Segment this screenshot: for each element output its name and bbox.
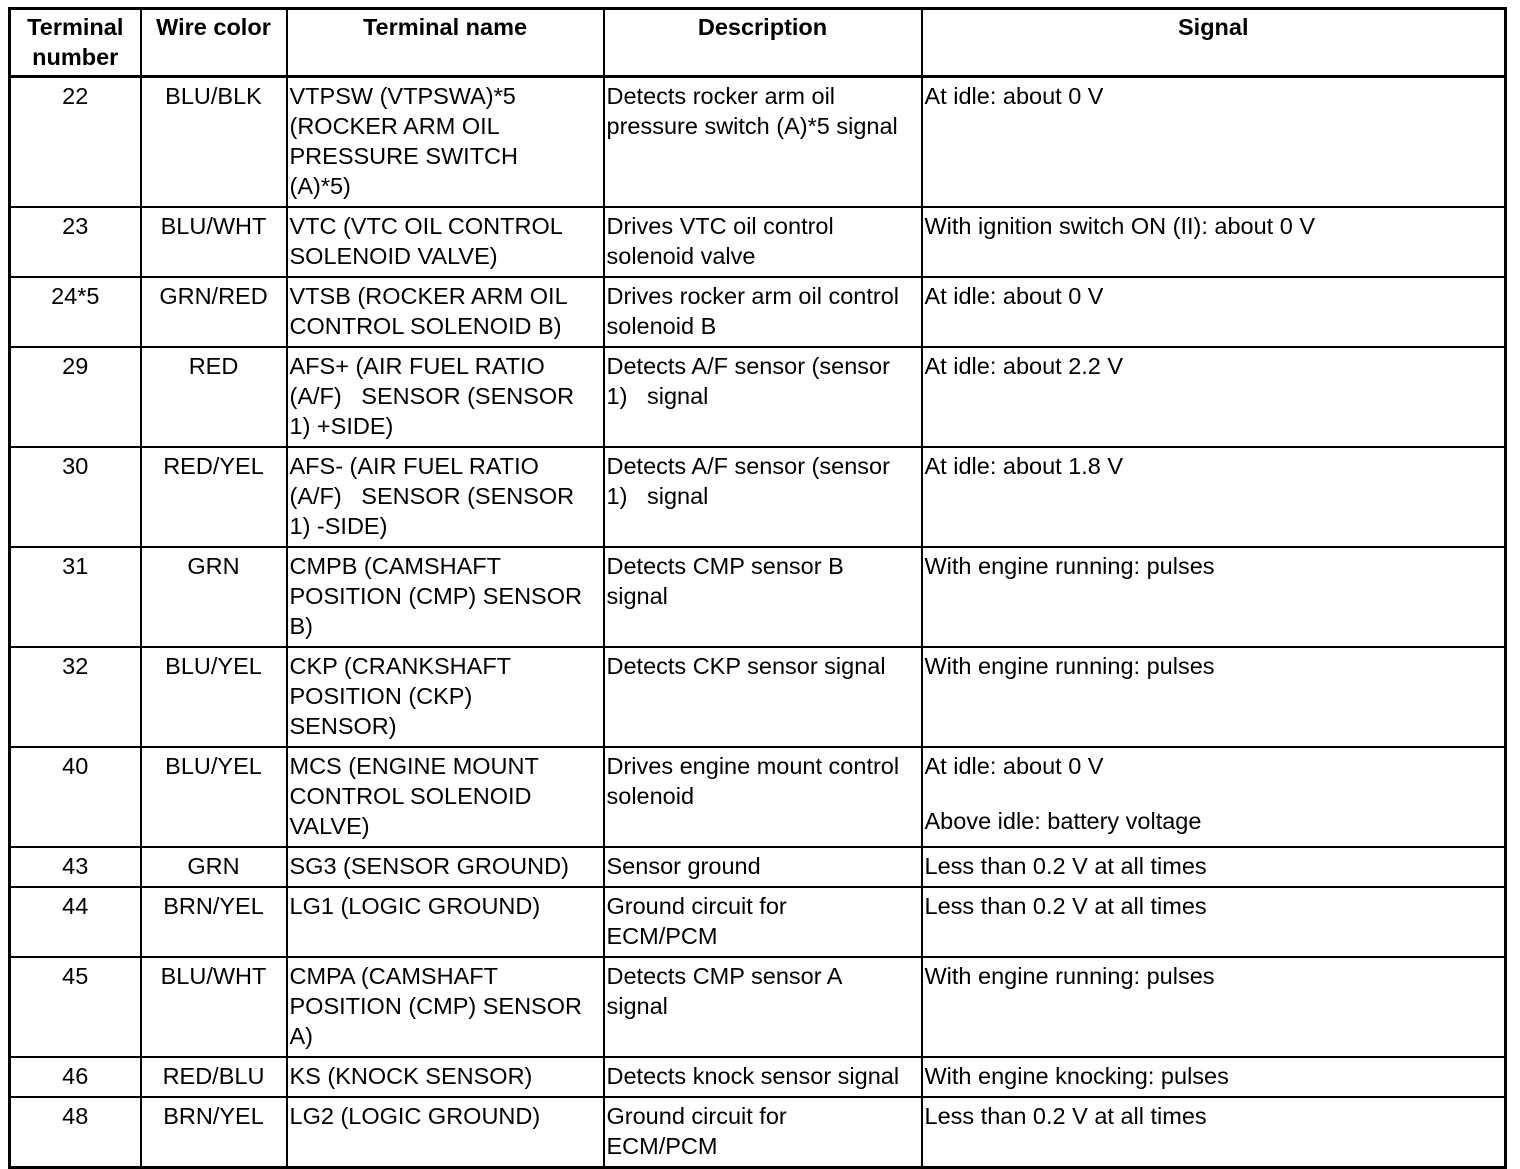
terminal-name-line: AFS+ (AIR FUEL RATIO (289, 353, 545, 379)
terminal-name-line: POSITION (CMP) SENSOR (289, 993, 582, 1019)
wire-color-cell: RED (141, 347, 287, 447)
description-line: pressure switch (A)*5 signal (606, 113, 898, 139)
description-line: solenoid (606, 783, 695, 809)
wire-color-cell: GRN (141, 847, 287, 887)
terminal-number-cell: 43 (10, 847, 141, 887)
header-terminal-number (10, 9, 141, 77)
signal-line: With engine running: pulses (924, 553, 1215, 579)
wire-color-cell: BLU/BLK (141, 77, 287, 208)
terminal-name-line: (A)*5) (289, 173, 351, 199)
description-cell (604, 647, 922, 747)
signal-cell (922, 277, 1506, 347)
description-cell (604, 1097, 922, 1168)
signal-cell (922, 957, 1506, 1057)
signal-cell (922, 847, 1506, 887)
table-row (10, 747, 1506, 847)
header-description: Description (604, 9, 922, 77)
signal-line: At idle: about 2.2 V (924, 353, 1124, 379)
wire-color-cell: GRN (141, 547, 287, 647)
signal-line: With engine knocking: pulses (924, 1063, 1229, 1089)
description-cell (604, 1057, 922, 1097)
terminal-number-cell: 32 (10, 647, 141, 747)
terminal-number-cell: 22 (10, 77, 141, 208)
terminal-name-cell (287, 1097, 604, 1168)
signal-line: At idle: about 0 V (924, 83, 1104, 109)
description-cell (604, 207, 922, 277)
terminal-name-line: LG1 (LOGIC GROUND) (289, 893, 541, 919)
signal-cell (922, 447, 1506, 547)
signal-cell (922, 1057, 1506, 1097)
terminal-number-cell: 30 (10, 447, 141, 547)
header-wire-color: Wire color (141, 9, 287, 77)
description-line: signal (606, 583, 668, 609)
terminal-number-cell: 29 (10, 347, 141, 447)
terminal-name-cell (287, 447, 604, 547)
terminal-name-line: POSITION (CKP) (289, 683, 473, 709)
description-cell (604, 847, 922, 887)
table-row (10, 887, 1506, 957)
table-body (10, 77, 1506, 1168)
description-cell (604, 957, 922, 1057)
description-cell (604, 747, 922, 847)
table-row (10, 77, 1506, 208)
terminal-name-line: PRESSURE SWITCH (289, 143, 518, 169)
terminal-name-cell (287, 847, 604, 887)
terminal-name-line: CMPB (CAMSHAFT (289, 553, 501, 579)
terminal-name-line: AFS- (AIR FUEL RATIO (289, 453, 539, 479)
terminal-name-line: LG2 (LOGIC GROUND) (289, 1103, 541, 1129)
terminal-name-cell (287, 547, 604, 647)
table-row (10, 847, 1506, 887)
description-cell (604, 347, 922, 447)
description-line: Ground circuit for (606, 893, 787, 919)
wire-color-cell: BRN/YEL (141, 1097, 287, 1168)
terminal-table (8, 7, 1507, 1169)
terminal-name-cell (287, 647, 604, 747)
header-terminal-number-line2: number (32, 44, 119, 70)
terminal-name-line: CONTROL SOLENOID B) (289, 313, 562, 339)
table-row (10, 1097, 1506, 1168)
signal-cell (922, 347, 1506, 447)
signal-line: With engine running: pulses (924, 963, 1215, 989)
description-line: signal (606, 993, 668, 1019)
description-line: solenoid B (606, 313, 717, 339)
table-row (10, 1057, 1506, 1097)
terminal-name-cell (287, 347, 604, 447)
description-line: Drives engine mount control (606, 753, 900, 779)
terminal-name-line: SG3 (SENSOR GROUND) (289, 853, 569, 879)
signal-cell (922, 77, 1506, 208)
terminal-name-line: 1) +SIDE) (289, 413, 394, 439)
table-row (10, 547, 1506, 647)
terminal-name-line: SENSOR) (289, 713, 397, 739)
wire-color-cell: GRN/RED (141, 277, 287, 347)
terminal-name-line: MCS (ENGINE MOUNT (289, 753, 539, 779)
terminal-number-cell: 23 (10, 207, 141, 277)
table-row (10, 647, 1506, 747)
wire-color-cell: BLU/YEL (141, 647, 287, 747)
description-line: Detects knock sensor signal (606, 1063, 900, 1089)
terminal-name-cell (287, 207, 604, 277)
description-cell (604, 547, 922, 647)
terminal-number-cell: 24*5 (10, 277, 141, 347)
description-line: Detects A/F sensor (sensor (606, 353, 890, 379)
signal-cell (922, 887, 1506, 957)
description-line: Ground circuit for (606, 1103, 787, 1129)
signal-line: Less than 0.2 V at all times (924, 1103, 1207, 1129)
terminal-name-cell (287, 887, 604, 957)
header-terminal-name: Terminal name (287, 9, 604, 77)
terminal-name-cell (287, 1057, 604, 1097)
description-line: solenoid valve (606, 243, 756, 269)
terminal-name-line: KS (KNOCK SENSOR) (289, 1063, 533, 1089)
signal-cell (922, 647, 1506, 747)
signal-cell (922, 207, 1506, 277)
wire-color-cell: RED/BLU (141, 1057, 287, 1097)
description-line: ECM/PCM (606, 923, 718, 949)
terminal-number-cell: 45 (10, 957, 141, 1057)
description-line: 1) signal (606, 383, 709, 409)
signal-line: With engine running: pulses (924, 653, 1215, 679)
terminal-name-line: CONTROL SOLENOID (289, 783, 532, 809)
terminal-name-line: (A/F) SENSOR (SENSOR (289, 383, 575, 409)
signal-line: At idle: about 0 V (924, 283, 1104, 309)
terminal-name-line: CMPA (CAMSHAFT (289, 963, 498, 989)
terminal-number-cell: 31 (10, 547, 141, 647)
terminal-number-cell: 40 (10, 747, 141, 847)
description-cell (604, 887, 922, 957)
terminal-name-cell (287, 277, 604, 347)
signal-line: At idle: about 1.8 V (924, 453, 1124, 479)
table-row (10, 207, 1506, 277)
terminal-name-line: SOLENOID VALVE) (289, 243, 498, 269)
terminal-name-cell (287, 747, 604, 847)
signal-line: Above idle: battery voltage (924, 808, 1202, 834)
description-line: Detects CMP sensor B (606, 553, 844, 579)
description-cell (604, 77, 922, 208)
signal-line: With ignition switch ON (II): about 0 V (924, 213, 1316, 239)
terminal-name-line: VTPSW (VTPSWA)*5 (289, 83, 516, 109)
terminal-name-line: CKP (CRANKSHAFT (289, 653, 512, 679)
description-line: 1) signal (606, 483, 709, 509)
description-line: Detects A/F sensor (sensor (606, 453, 890, 479)
table-row (10, 277, 1506, 347)
table-row (10, 447, 1506, 547)
table-header (10, 9, 1506, 77)
header-terminal-number-line1: Terminal (27, 14, 124, 40)
wire-color-cell: BRN/YEL (141, 887, 287, 957)
terminal-name-cell (287, 77, 604, 208)
signal-line: Less than 0.2 V at all times (924, 893, 1207, 919)
wire-color-cell: BLU/WHT (141, 957, 287, 1057)
terminal-name-line: VTC (VTC OIL CONTROL (289, 213, 563, 239)
description-line: Drives VTC oil control (606, 213, 834, 239)
description-line: Detects CMP sensor A (606, 963, 843, 989)
description-line: Detects CKP sensor signal (606, 653, 886, 679)
wire-color-cell: RED/YEL (141, 447, 287, 547)
signal-cell (922, 547, 1506, 647)
terminal-name-line: 1) -SIDE) (289, 513, 388, 539)
wire-color-cell: BLU/YEL (141, 747, 287, 847)
signal-line: At idle: about 0 V (924, 753, 1104, 779)
terminal-name-line: (ROCKER ARM OIL (289, 113, 500, 139)
description-line: ECM/PCM (606, 1133, 718, 1159)
signal-cell (922, 747, 1506, 847)
header-signal: Signal (922, 9, 1506, 77)
table-row (10, 957, 1506, 1057)
description-cell (604, 277, 922, 347)
terminal-name-line: (A/F) SENSOR (SENSOR (289, 483, 575, 509)
description-cell (604, 447, 922, 547)
terminal-name-line: VALVE) (289, 813, 370, 839)
wire-color-cell: BLU/WHT (141, 207, 287, 277)
terminal-name-line: VTSB (ROCKER ARM OIL (289, 283, 568, 309)
terminal-number-cell: 46 (10, 1057, 141, 1097)
description-line: Detects rocker arm oil (606, 83, 836, 109)
signal-cell (922, 1097, 1506, 1168)
terminal-name-cell (287, 957, 604, 1057)
terminal-number-cell: 48 (10, 1097, 141, 1168)
header-row (10, 9, 1506, 77)
terminal-name-line: POSITION (CMP) SENSOR (289, 583, 582, 609)
signal-line: Less than 0.2 V at all times (924, 853, 1207, 879)
description-line: Sensor ground (606, 853, 761, 879)
terminal-name-line: B) (289, 613, 313, 639)
description-line: Drives rocker arm oil control (606, 283, 900, 309)
terminal-name-line: A) (289, 1023, 313, 1049)
table-row (10, 347, 1506, 447)
terminal-number-cell: 44 (10, 887, 141, 957)
